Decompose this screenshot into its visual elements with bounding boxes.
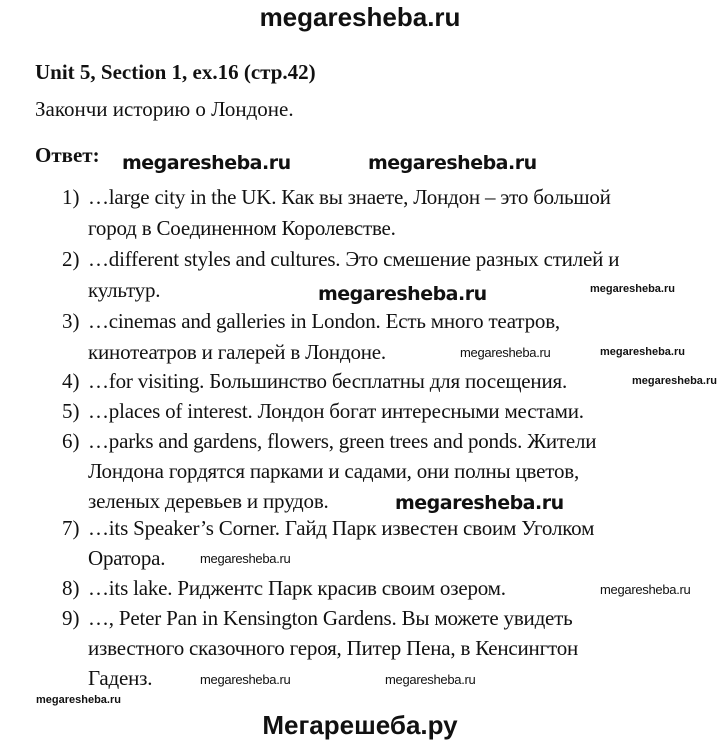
watermark: megaresheba.ru [600, 346, 685, 358]
watermark: megaresheba.ru [122, 152, 291, 174]
item-text-line: …parks and gardens, flowers, green trees and ponds. Жители [88, 429, 597, 453]
watermark: megaresheba.ru [318, 283, 487, 305]
item-number: 5) [62, 399, 80, 423]
site-header[interactable]: megaresheba.ru [259, 2, 461, 32]
item-number: 7) [62, 516, 80, 540]
item-number: 4) [62, 369, 80, 393]
watermark: megaresheba.ru [600, 582, 691, 597]
item-text-line: …cinemas and galleries in London. Есть много театров, [88, 309, 560, 333]
item-number: 9) [62, 606, 80, 630]
watermark: megaresheba.ru [385, 672, 476, 687]
item-text-line: …its lake. Риджентс Парк красив своим озером. [88, 576, 506, 600]
item-number: 6) [62, 429, 80, 453]
item-text-line: …its Speaker’s Corner. Гайд Парк известен своим Уголком [88, 516, 595, 540]
item-number: 8) [62, 576, 80, 600]
item-text-line: Лондона гордятся парками и садами, они полны цветов, [88, 459, 580, 483]
answer-label: Ответ: [35, 143, 100, 167]
exercise-title: Unit 5, Section 1, ex.16 (стр.42) [35, 60, 316, 84]
item-text-line: кинотеатров и галерей в Лондоне. [88, 340, 386, 364]
item-text-line: известного сказочного героя, Питер Пена, в Кенсингтон [88, 636, 579, 660]
watermark: megaresheba.ru [460, 345, 551, 360]
watermark: megaresheba.ru [395, 492, 564, 514]
item-text-line: …different styles and cultures. Это смешение разных стилей и [88, 247, 620, 271]
watermark: megaresheba.ru [368, 152, 537, 174]
item-text-line: …, Peter Pan in Kensington Gardens. Вы можете увидеть [88, 606, 573, 630]
item-text-line: Гаденз. [88, 666, 153, 690]
item-text-line: …for visiting. Большинство бесплатны для посещения. [88, 369, 568, 393]
item-text-line: …places of interest. Лондон богат интересными местами. [88, 399, 584, 423]
item-text-line: Оратора. [88, 546, 166, 570]
item-number: 2) [62, 247, 80, 271]
watermark: megaresheba.ru [632, 375, 717, 387]
site-footer[interactable]: Мегарешеба.ру [262, 710, 458, 740]
item-text-line: …large city in the UK. Как вы знаете, Лондон – это большой [88, 185, 611, 209]
task-text: Закончи историю о Лондоне. [35, 97, 294, 121]
watermark: megaresheba.ru [200, 551, 291, 566]
item-number: 3) [62, 309, 80, 333]
watermark: megaresheba.ru [590, 283, 675, 295]
watermark: megaresheba.ru [36, 694, 121, 706]
item-number: 1) [62, 185, 80, 209]
item-text-line: город в Соединенном Королевстве. [88, 216, 396, 240]
item-text-line: зеленых деревьев и прудов. [88, 489, 329, 513]
item-text-line: культур. [88, 278, 161, 302]
watermark: megaresheba.ru [200, 672, 291, 687]
